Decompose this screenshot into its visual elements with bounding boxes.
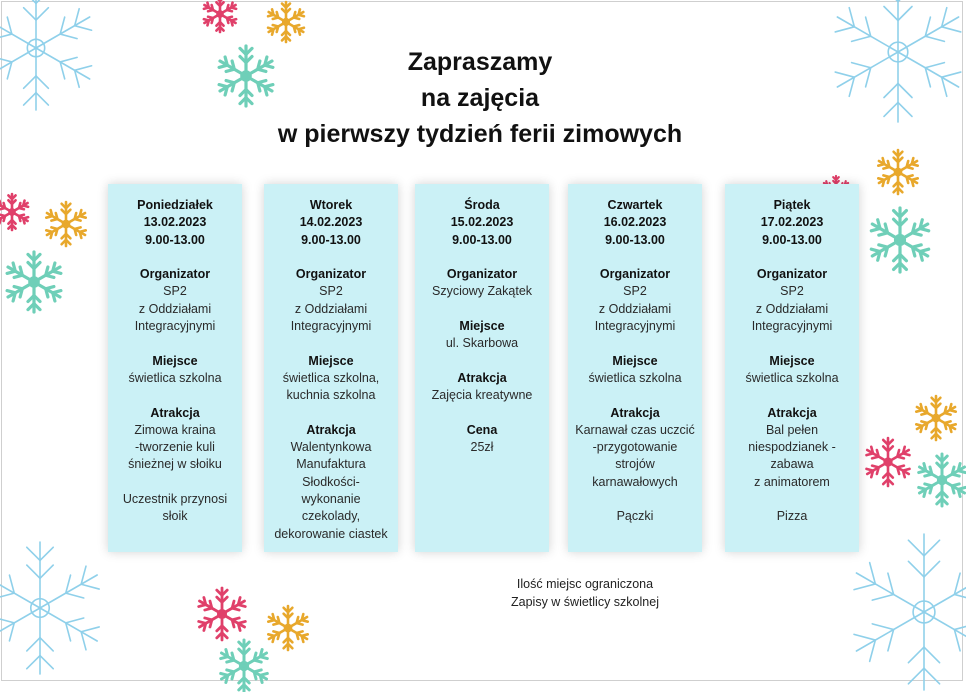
place-heading: Miejsce <box>769 353 815 368</box>
footer-line-1: Ilość miejsc ograniczona <box>516 577 654 591</box>
day-name: Czwartek <box>607 198 663 212</box>
day-card-wednesday <box>415 184 549 552</box>
snowflake-icon <box>196 588 248 640</box>
snowflake-icon <box>4 252 64 312</box>
day-card-thursday <box>568 184 702 552</box>
place-heading: Miejsce <box>612 353 658 368</box>
spacer <box>108 474 242 491</box>
attraction-text: Walentynkowa <box>290 440 372 455</box>
day-time: 9.00-13.00 <box>762 232 822 247</box>
attraction-text: Słodkości- <box>302 474 360 489</box>
attraction-text: niespodzianek - <box>748 440 836 455</box>
organizer-text: z Oddziałami <box>598 301 672 316</box>
organizer-text: SP2 <box>780 284 804 299</box>
organizer-text: Integracyjnymi <box>290 319 372 334</box>
place-text: świetlica szkolna, <box>282 370 380 385</box>
organizer-text: Szyciowy Zakątek <box>431 284 533 299</box>
attraction-text: Bal pełen <box>765 422 819 437</box>
place-text: świetlica szkolna <box>128 370 222 385</box>
organizer-text: SP2 <box>163 284 187 299</box>
attraction-heading: Atrakcja <box>767 405 817 420</box>
organizer-text: z Oddziałami <box>138 301 212 316</box>
day-name: Piątek <box>773 198 811 212</box>
place-heading: Miejsce <box>459 319 505 334</box>
snowflake-icon <box>876 150 920 194</box>
attraction-text: -tworzenie kuli <box>135 440 215 455</box>
page-title <box>180 44 780 152</box>
place-text: kuchnia szkolna <box>286 388 376 403</box>
day-name: Środa <box>464 198 500 212</box>
day-name: Poniedziałek <box>137 198 213 212</box>
spacer <box>568 335 702 352</box>
price-text: 25zł <box>470 440 494 455</box>
spacer <box>264 249 398 266</box>
snowflake-icon <box>0 194 30 230</box>
spacer <box>415 405 549 422</box>
snowflake-icon <box>846 534 966 690</box>
note-text: Pizza <box>776 509 808 524</box>
snowflake-icon <box>868 208 932 272</box>
attraction-text: Manufaktura <box>296 457 366 472</box>
organizer-heading: Organizator <box>139 267 211 282</box>
attraction-text: dekorowanie ciastek <box>274 526 388 541</box>
snowflake-icon <box>914 396 958 440</box>
attraction-text: -przygotowanie <box>592 440 678 455</box>
snowflake-icon <box>0 0 98 110</box>
spacer <box>415 301 549 318</box>
place-text: świetlica szkolna <box>745 370 839 385</box>
organizer-text: z Oddziałami <box>294 301 368 316</box>
note-text: słoik <box>162 509 188 524</box>
footer-line-2: Zapisy w świetlicy szkolnej <box>511 595 659 609</box>
day-time: 9.00-13.00 <box>301 232 361 247</box>
spacer <box>264 405 398 422</box>
organizer-text: Integracyjnymi <box>594 319 676 334</box>
organizer-text: z Oddziałami <box>755 301 829 316</box>
organizer-heading: Organizator <box>295 267 367 282</box>
spacer <box>568 249 702 266</box>
snowflake-icon <box>916 454 966 506</box>
title-line-2: na zajęcia <box>420 84 540 112</box>
day-date: 16.02.2023 <box>603 215 667 230</box>
attraction-text: strojów <box>615 457 655 472</box>
snowflake-icon <box>828 0 966 122</box>
organizer-text: SP2 <box>623 284 647 299</box>
spacer <box>725 335 859 352</box>
organizer-text: Integracyjnymi <box>134 319 216 334</box>
day-date: 15.02.2023 <box>450 215 514 230</box>
title-line-3: w pierwszy tydzień ferii zimowych <box>277 120 683 148</box>
spacer <box>568 387 702 404</box>
spacer <box>264 335 398 352</box>
snowflake-icon <box>266 2 306 42</box>
place-text: ul. Skarbowa <box>445 336 519 351</box>
day-card-tuesday <box>264 184 398 552</box>
attraction-text: Zimowa kraina <box>134 422 216 437</box>
place-heading: Miejsce <box>308 353 354 368</box>
attraction-text: Karnawał czas uczcić <box>575 422 695 437</box>
snowflake-icon <box>44 202 88 246</box>
day-time: 9.00-13.00 <box>605 232 665 247</box>
spacer <box>415 249 549 266</box>
day-card-monday <box>108 184 242 552</box>
snowflake-icon <box>266 606 310 650</box>
spacer <box>725 249 859 266</box>
attraction-text: śnieżnej w słoiku <box>128 457 222 472</box>
spacer <box>725 491 859 508</box>
day-date: 13.02.2023 <box>143 215 207 230</box>
spacer <box>568 491 702 508</box>
attraction-text: Zajęcia kreatywne <box>431 388 533 403</box>
day-card-friday <box>725 184 859 552</box>
attraction-heading: Atrakcja <box>150 405 200 420</box>
note-text: Uczestnik przynosi <box>122 492 228 507</box>
organizer-heading: Organizator <box>756 267 828 282</box>
day-date: 17.02.2023 <box>760 215 824 230</box>
organizer-text: SP2 <box>319 284 343 299</box>
place-heading: Miejsce <box>152 353 198 368</box>
note-text: Pączki <box>616 509 654 524</box>
title-line-1: Zapraszamy <box>407 48 553 76</box>
spacer <box>108 335 242 352</box>
organizer-heading: Organizator <box>599 267 671 282</box>
snowflake-icon <box>0 542 106 674</box>
attraction-heading: Atrakcja <box>457 370 507 385</box>
day-name: Wtorek <box>309 198 353 212</box>
attraction-text: zabawa <box>770 457 814 472</box>
attraction-text: wykonanie <box>301 492 361 507</box>
snowflake-icon <box>218 640 270 692</box>
snowflake-icon <box>202 0 238 32</box>
attraction-text: czekolady, <box>301 509 361 524</box>
day-time: 9.00-13.00 <box>452 232 512 247</box>
spacer <box>108 249 242 266</box>
attraction-text: z animatorem <box>754 474 830 489</box>
footer-note <box>480 575 690 611</box>
attraction-heading: Atrakcja <box>610 405 660 420</box>
snowflake-icon <box>864 438 912 486</box>
organizer-heading: Organizator <box>446 267 518 282</box>
day-time: 9.00-13.00 <box>145 232 205 247</box>
spacer <box>725 387 859 404</box>
organizer-text: Integracyjnymi <box>751 319 833 334</box>
spacer <box>415 353 549 370</box>
spacer <box>108 387 242 404</box>
place-text: świetlica szkolna <box>588 370 682 385</box>
attraction-heading: Atrakcja <box>306 422 356 437</box>
day-date: 14.02.2023 <box>299 215 363 230</box>
price-heading: Cena <box>466 422 498 437</box>
attraction-text: karnawałowych <box>592 474 678 489</box>
